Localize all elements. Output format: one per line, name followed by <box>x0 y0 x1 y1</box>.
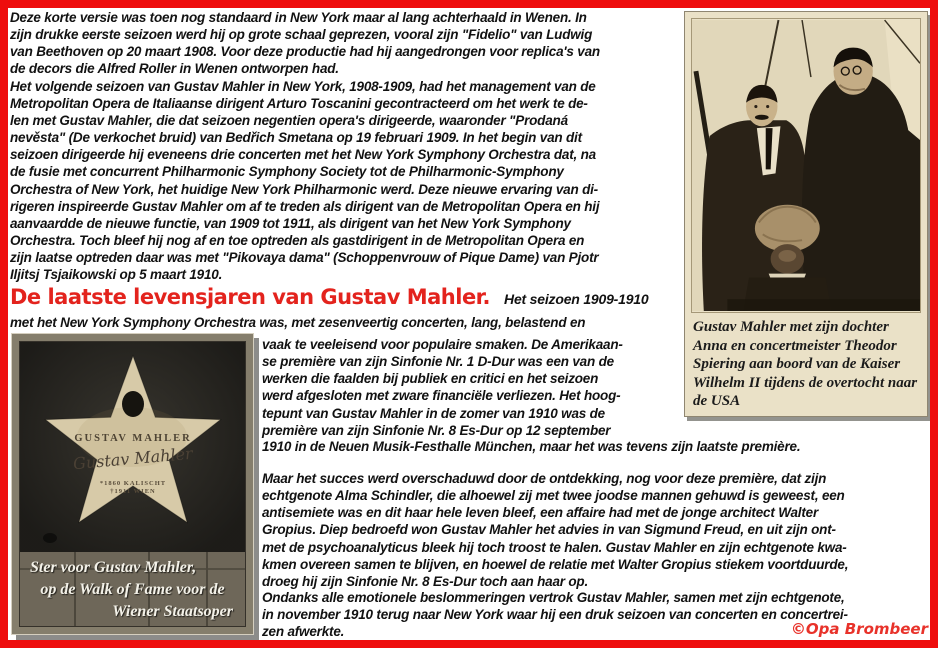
text-line: werd afgesloten met zware financiële verliezen. Het hoog- <box>262 388 621 404</box>
text-line: Deze korte versie was toen nog standaard in New York maar al lang achterhaald in Wenen. In <box>10 10 587 25</box>
star-hole <box>122 391 144 417</box>
star-asphalt-area <box>20 342 245 552</box>
star-memorial-died: †1911 WIEN <box>110 488 156 495</box>
text-line: zen afwerkte. <box>262 624 345 640</box>
text-line: kmen overeen samen te blijven, en hoewel de relatie met Walter Gropius stiekem voortduurde, <box>262 556 849 572</box>
text-line: echtgenote Alma Schindler, die alhoewel zij met twee joodse mannen gehuwd is geweest, een <box>262 488 845 504</box>
text-line: len met Gustav Mahler, die dat seizoen negentien opera's dirigeerde, waaronder "Prodaná <box>10 112 568 128</box>
season-wrapped-text <box>262 336 623 439</box>
text-line: aanvaardde de nieuwe functie, van 1909 tot 1911, als dirigent van het New York Symphony <box>10 215 571 231</box>
text-line: zijn drukke eerste seizoen werd hij op grote schaal geprezen, vooral zijn "Fidelio" van Ludwig <box>10 27 593 43</box>
text-line: Het volgende seizoen van Gustav Mahler in New York, 1908-1909, had het management van de <box>10 78 596 94</box>
text-line: Metropolitan Opera de Italiaanse dirigent Arturo Toscanini gecontracteerd om het werk te de- <box>10 95 588 111</box>
mahler-star-illustration <box>20 342 245 552</box>
text-line: met de psychoanalyticus bleek hij toch troost te halen. Gustav Mahler en zijn echtgenote kwa- <box>262 539 847 555</box>
text-line: van Beethoven op 20 maart 1908. Voor deze productie had hij aangedrongen voor replica's van <box>10 44 600 60</box>
asphalt-spot <box>43 533 57 543</box>
ship-photo-panel <box>684 11 928 417</box>
intro-paragraphs <box>10 9 600 284</box>
text-line: werken die faalden bij publiek en critici en het seizoen <box>262 371 599 387</box>
walk-of-fame-star-figure <box>11 333 254 635</box>
text-line: 1910 in de Neuen Musik-Festhalle München, maar het was tevens zijn laatste première. <box>262 439 801 454</box>
season-wide-line <box>262 438 800 455</box>
ship-photo-caption: Gustav Mahler met zijn dochter Anna en concertmeister Theodor Spiering aan boord van de Kaiser Wilhelm II tijdens de overtocht naar de USA <box>693 319 918 409</box>
section-heading: De laatste levensjaren van Gustav Mahler. <box>10 285 491 309</box>
text-line: Maar het succes werd overschaduwd door de ontdekking, nog voor deze première, dat zijn <box>262 471 827 486</box>
ship-photo <box>691 18 921 313</box>
section-heading-subtitle: Het seizoen 1909-1910 <box>504 291 649 307</box>
text-line: Orchestra of New York, het huidige New York Philharmonic werd. Deze nieuwe ervaring van di- <box>10 181 598 197</box>
text-line: rigeren inspireerde Gustav Mahler om af te treden als dirigent van de Metropolitan Opera en hij <box>10 198 600 214</box>
alma-paragraph <box>262 470 848 590</box>
star-memorial-born: *1860 KALISCHT <box>99 480 167 487</box>
ship-photo-illustration <box>692 19 920 312</box>
star-caption-line: Ster voor Gustav Mahler, <box>30 559 197 576</box>
star-signature: Gustav Mahler <box>72 443 194 474</box>
text-line: première van zijn Sinfonie Nr. 8 Es-Dur op 12 september <box>262 422 611 438</box>
section-heading-row <box>10 282 648 314</box>
text-line: Iljitsj Tsjaikowski op 5 maart 1910. <box>10 267 223 283</box>
season-lead-line <box>10 314 585 331</box>
text-line: nevěsta" (De verkochet bruid) van Bedřich Smetana op 19 februari 1909. In het begin van dit <box>10 130 582 146</box>
text-line: de fusie met concurrent Philharmonic Symphony Society tot de Philharmonic-Symphony <box>10 164 564 180</box>
star-pavement-area <box>20 552 245 626</box>
text-line: vaak te veeleisend voor populaire smaken. De Amerikaan- <box>262 337 623 352</box>
author-credit: ©Opa Brombeer <box>790 620 928 638</box>
text-line: tepunt van Gustav Mahler in de zomer van 1910 was de <box>262 405 605 421</box>
text-line: antisemiete was en dit haar hele leven bleef, een affaire had met de jonge architect Walter <box>262 505 819 521</box>
text-line: zijn laatse optreden daar was met "Pikovaya dama" (Schoppenvrouw of Pique Dame) van Pjotr <box>10 250 599 266</box>
text-line: de decors die Alfred Roller in Wenen ontworpen had. <box>10 61 339 77</box>
text-line: seizoen dirigeerde hij eveneens drie concerten met het New York Symphony Orchestra dat, na <box>10 147 596 163</box>
text-line: Gropius. Diep bedroefd won Gustav Mahler het advies in van Sigmund Freud, en uit zijn ont- <box>262 522 836 538</box>
star-plaque-name: GUSTAV MAHLER <box>74 433 192 444</box>
text-line: in november 1910 terug naar New York waar hij een druk seizoen van concerten en concertrei- <box>262 607 848 623</box>
text-line: met het New York Symphony Orchestra was, met zesenveertig concerten, lang, belastend en <box>10 315 586 330</box>
text-line: se première van zijn Sinfonie Nr. 1 D-Dur was een van de <box>262 354 614 370</box>
star-figure-inner-frame <box>19 341 246 627</box>
text-line: Ondanks alle emotionele beslommeringen vertrok Gustav Mahler, samen met zijn echtgenote, <box>262 590 845 605</box>
text-line: droeg hij zijn Sinfonie Nr. 8 Es-Dur toch aan haar op. <box>262 573 588 589</box>
text-line: Orchestra. Toch bleef hij nog af en toe optreden als gastdirigent in de Metropolitan Opera en <box>10 233 585 249</box>
star-caption-line: op de Walk of Fame voor de <box>40 581 225 598</box>
star-caption-line: Wiener Staatsoper <box>112 603 233 620</box>
